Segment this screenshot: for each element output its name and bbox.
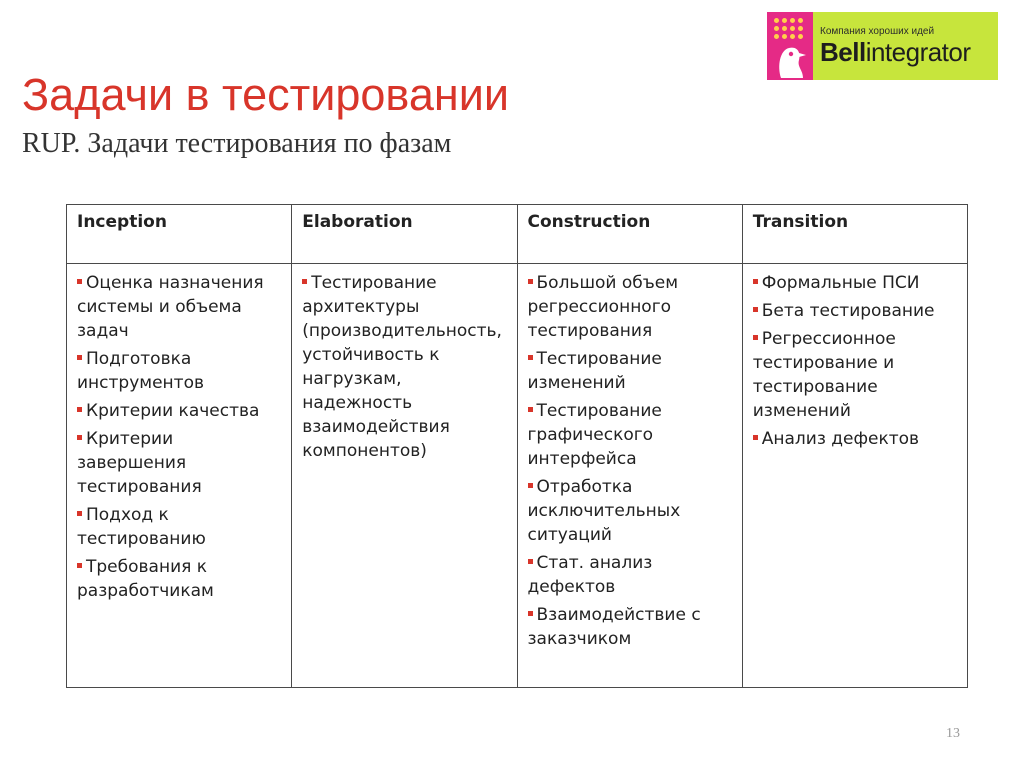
- cell-inception: [67, 264, 292, 688]
- list-item: [528, 475, 732, 547]
- cell-transition: [742, 264, 967, 688]
- bullet-icon: [77, 355, 82, 360]
- list-item: [528, 551, 732, 599]
- list-item-text: Подход к тестированию: [77, 505, 206, 549]
- bullet-icon: [77, 435, 82, 440]
- bullet-icon: [753, 335, 758, 340]
- list-item: [753, 271, 957, 295]
- bullet-icon: [528, 559, 533, 564]
- list-item: [528, 399, 732, 471]
- list-item-text: Отработка исключительных ситуаций: [527, 477, 681, 545]
- list-item: [528, 271, 732, 343]
- slide-subtitle: RUP. Задачи тестирования по фазам: [22, 128, 452, 159]
- list-item: [302, 271, 506, 463]
- logo-brand-rest: integrator: [865, 37, 971, 67]
- table-row: [67, 264, 968, 688]
- bullet-icon: [528, 611, 533, 616]
- list-item: [77, 399, 281, 423]
- list-item: [77, 427, 281, 499]
- list-item-text: Тестирование архитектуры (производительность, устойчивость к нагрузкам, надежность взаимодействия компонентов): [302, 273, 502, 461]
- page-number: 13: [946, 726, 960, 741]
- list-item: [77, 503, 281, 551]
- phases-table: [66, 204, 968, 688]
- list-item-text: Оценка назначения системы и объема задач: [77, 273, 264, 341]
- list-item-text: Подготовка инструментов: [77, 349, 204, 393]
- logo-dots-icon: [774, 18, 803, 39]
- bullet-icon: [77, 563, 82, 568]
- list-item-text: Анализ дефектов: [761, 429, 920, 449]
- list-item: [77, 347, 281, 395]
- slide-title: Задачи в тестировании: [22, 69, 509, 120]
- cell-elaboration: [292, 264, 517, 688]
- bullet-icon: [77, 407, 82, 412]
- list-item: [528, 603, 732, 651]
- column-header-construction: Construction: [517, 205, 742, 264]
- list-item: [528, 347, 732, 395]
- list-item: [77, 271, 281, 343]
- bird-icon: [773, 40, 807, 78]
- bullet-icon: [753, 279, 758, 284]
- list-item-text: Тестирование графического интерфейса: [527, 401, 662, 469]
- list-item: [753, 299, 957, 323]
- list-item: [77, 555, 281, 603]
- list-item: [753, 427, 957, 451]
- bullet-icon: [753, 435, 758, 440]
- column-header-transition: Transition: [742, 205, 967, 264]
- list-item-text: Критерии качества: [86, 401, 260, 421]
- bullet-icon: [753, 307, 758, 312]
- list-item-text: Формальные ПСИ: [761, 273, 920, 293]
- bullet-icon: [302, 279, 307, 284]
- table-header-row: [67, 205, 968, 264]
- list-item-text: Бета тестирование: [761, 301, 935, 321]
- list-item-text: Взаимодействие с заказчиком: [527, 605, 701, 649]
- logo-tagline: Компания хороших идей: [820, 26, 935, 37]
- list-item-text: Критерии завершения тестирования: [77, 429, 202, 497]
- logo-text: [813, 27, 971, 65]
- logo-brand-bold: Bell: [820, 37, 866, 67]
- logo-brand: [820, 39, 971, 65]
- logo-mark: [767, 12, 813, 80]
- list-item-text: Тестирование изменений: [527, 349, 662, 393]
- list-item-text: Требования к разработчикам: [77, 557, 214, 601]
- bullet-icon: [528, 355, 533, 360]
- list-item: [753, 327, 957, 423]
- column-header-elaboration: Elaboration: [292, 205, 517, 264]
- bullet-icon: [528, 483, 533, 488]
- cell-construction: [517, 264, 742, 688]
- bullet-icon: [528, 407, 533, 412]
- list-item-text: Большой объем регрессионного тестирования: [527, 273, 679, 341]
- column-header-inception: Inception: [67, 205, 292, 264]
- company-logo: [767, 12, 998, 80]
- bullet-icon: [528, 279, 533, 284]
- list-item-text: Регрессионное тестирование и тестирование изменений: [752, 329, 896, 421]
- bullet-icon: [77, 279, 82, 284]
- bullet-icon: [77, 511, 82, 516]
- list-item-text: Стат. анализ дефектов: [527, 553, 653, 597]
